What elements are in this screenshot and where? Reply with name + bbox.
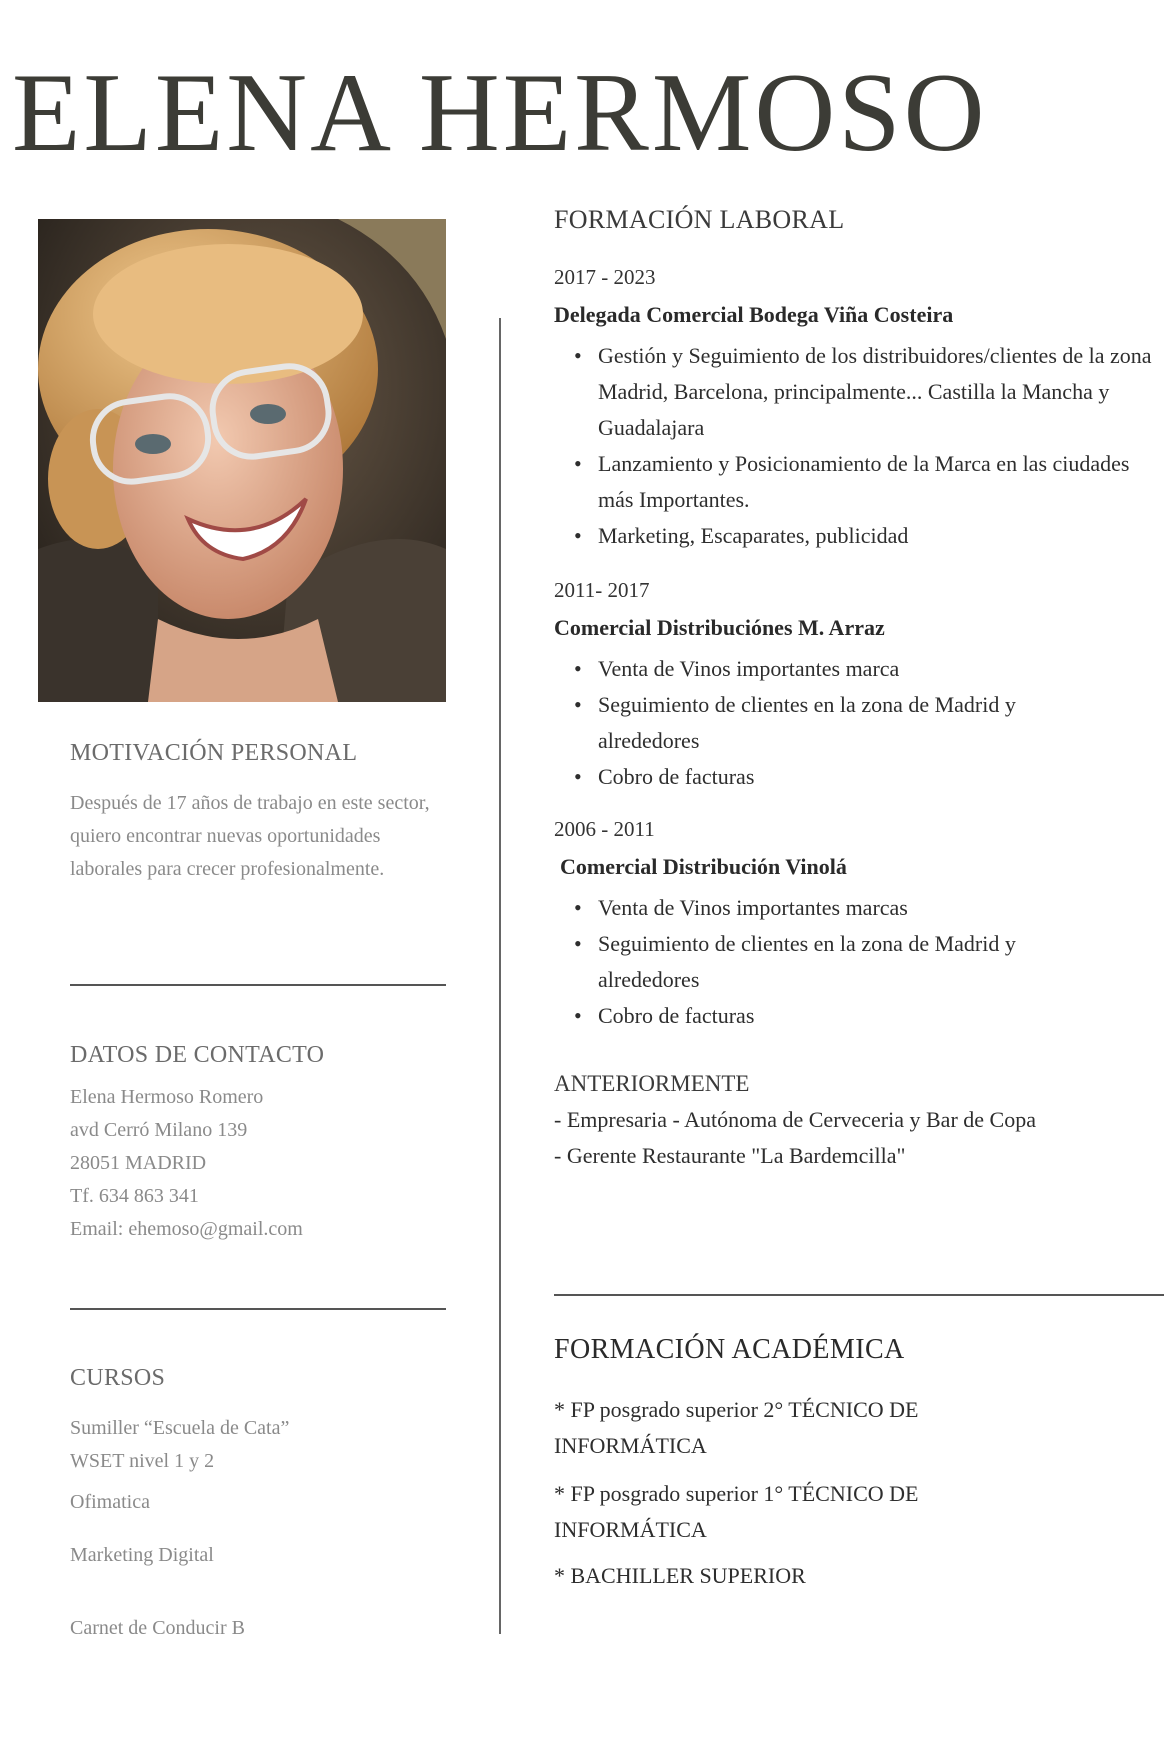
divider	[554, 1294, 1164, 1296]
job-entry	[554, 265, 1164, 554]
previous-title: ANTERIORMENTE	[554, 1071, 750, 1096]
list-item: • Lanzamiento y Posicionamiento de la Marca en las ciudades más Importantes.	[554, 446, 1164, 518]
profile-photo	[38, 219, 446, 702]
previous-item: - Empresaria - Autónoma de Cerveceria y Bar de Copa	[554, 1107, 1036, 1132]
list-item: • Seguimiento de clientes en la zona de Madrid y alrededores	[554, 687, 1164, 759]
previous-section	[554, 1066, 1164, 1174]
list-item: • Venta de Vinos importantes marcas	[554, 890, 1164, 926]
courses-title: CURSOS	[70, 1365, 166, 1391]
course-item: Carnet de Conducir B	[70, 1617, 245, 1639]
job-title: Comercial Distribución Vinolá	[560, 854, 847, 879]
job-period: 2011- 2017	[554, 578, 650, 602]
job-entry	[554, 578, 1164, 795]
list-item: • Cobro de facturas	[554, 998, 1164, 1034]
list-item: • Cobro de facturas	[554, 759, 1164, 795]
previous-item: - Gerente Restaurante "La Bardemcilla"	[554, 1143, 906, 1168]
list-item: • Venta de Vinos importantes marca	[554, 651, 1164, 687]
course-item: WSET nivel 1 y 2	[70, 1450, 215, 1472]
job-entry	[554, 817, 1164, 1034]
education-item: * BACHILLER SUPERIOR	[554, 1563, 806, 1588]
experience-title: FORMACIÓN LABORAL	[554, 205, 845, 234]
contact-email[interactable]: Email: ehemoso@gmail.com	[70, 1218, 303, 1240]
education-item: * FP posgrado superior 1° TÉCNICO DE INFORMÁTICA	[554, 1481, 919, 1542]
job-title: Comercial Distribuciónes M. Arraz	[554, 615, 885, 640]
job-bullets	[554, 338, 1164, 554]
courses-section	[70, 1365, 450, 1645]
experience-section	[554, 205, 1164, 1174]
divider	[70, 984, 446, 986]
contact-city: 28051 MADRID	[70, 1152, 207, 1174]
education-section	[554, 1334, 1164, 1594]
contact-name: Elena Hermoso Romero	[70, 1086, 264, 1108]
candidate-name: ELENA HERMOSO	[12, 51, 988, 175]
list-item: • Gestión y Seguimiento de los distribuidores/clientes de la zona Madrid, Barcelona, principalmente... Castilla la Mancha y Guadalajara	[554, 338, 1164, 446]
course-item: Sumiller “Escuela de Cata”	[70, 1417, 290, 1439]
job-period: 2017 - 2023	[554, 265, 656, 289]
divider	[70, 1308, 446, 1310]
course-item: Ofimatica	[70, 1491, 150, 1513]
job-bullets	[554, 651, 1164, 795]
contact-address: avd Cerró Milano 139	[70, 1119, 248, 1141]
job-title: Delegada Comercial Bodega Viña Costeira	[554, 302, 954, 327]
contact-phone[interactable]: Tf. 634 863 341	[70, 1185, 199, 1207]
education-title: FORMACIÓN ACADÉMICA	[554, 1334, 905, 1365]
list-item: • Seguimiento de clientes en la zona de Madrid y alrededores	[554, 926, 1164, 998]
list-item: • Marketing, Escaparates, publicidad	[554, 518, 1164, 554]
job-period: 2006 - 2011	[554, 817, 655, 841]
motivation-title: MOTIVACIÓN PERSONAL	[70, 740, 358, 766]
contact-section	[70, 1042, 450, 1246]
contact-title: DATOS DE CONTACTO	[70, 1042, 325, 1068]
job-bullets	[554, 890, 1164, 1034]
motivation-text: Después de 17 años de trabajo en este sector, quiero encontrar nuevas oportunidades laborales para crecer profesionalmente.	[70, 792, 430, 880]
column-divider	[499, 318, 501, 1634]
motivation-section	[70, 740, 450, 886]
course-item: Marketing Digital	[70, 1544, 214, 1566]
education-item: * FP posgrado superior 2° TÉCNICO DE INFORMÁTICA	[554, 1397, 919, 1458]
